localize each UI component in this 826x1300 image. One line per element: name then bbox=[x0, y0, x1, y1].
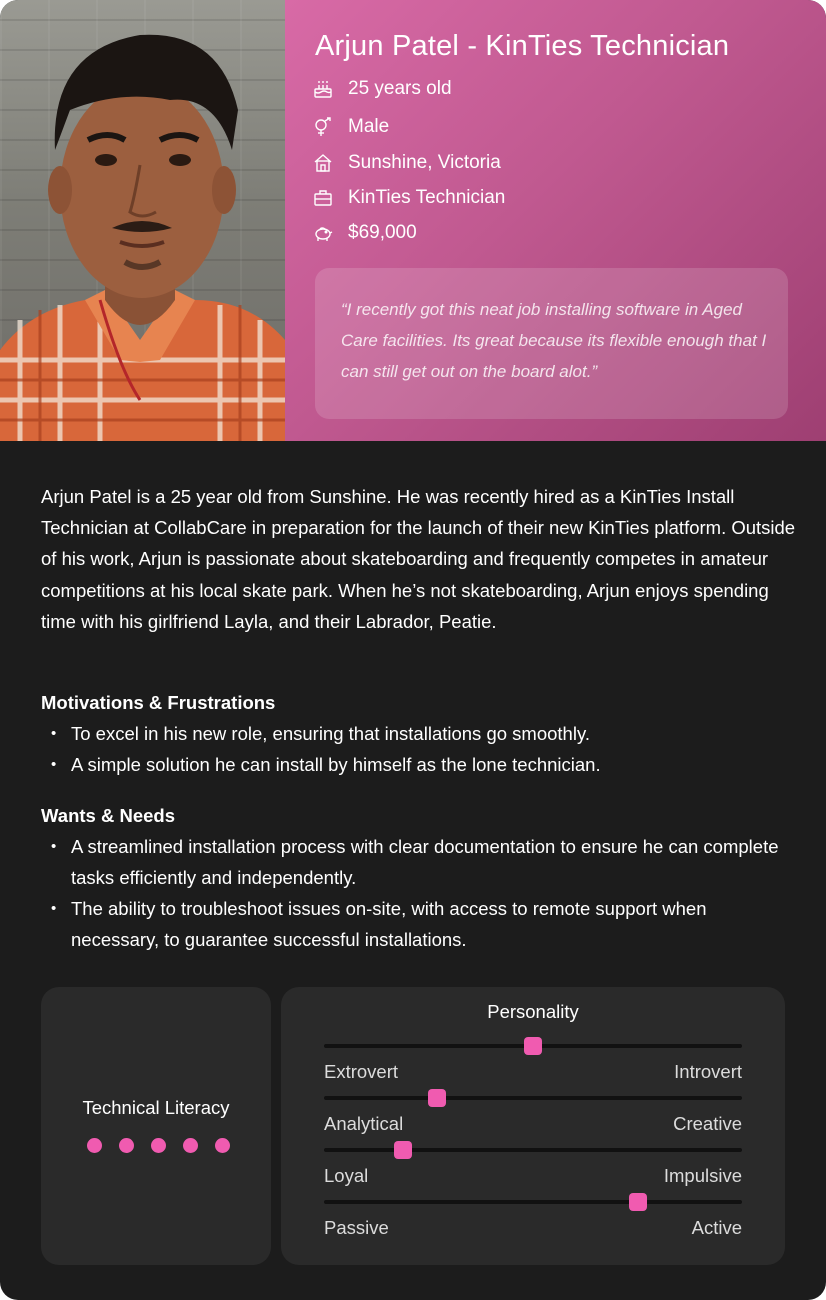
fact-location bbox=[313, 148, 501, 178]
technical-literacy-rating bbox=[87, 1138, 247, 1153]
persona-quote bbox=[315, 268, 788, 419]
trait-left-label: Loyal bbox=[324, 1165, 369, 1186]
trait-right-label: Active bbox=[691, 1217, 742, 1238]
fact-income-text: $69,000 bbox=[348, 222, 417, 243]
rating-dot bbox=[87, 1138, 102, 1153]
home-icon bbox=[313, 153, 333, 173]
personality-slider-track bbox=[324, 1200, 742, 1204]
technical-literacy-panel bbox=[41, 987, 271, 1265]
fact-gender bbox=[313, 112, 389, 142]
portrait-illustration bbox=[0, 0, 285, 441]
persona-bio: Arjun Patel is a 25 year old from Sunshine. He was recently hired as a KinTies Install Technician at CollabCare in preparation for the launch of their new KinTies platform. Outside of his work, Arjun is passionate about skateboarding and frequently competes in amateur competitions at his local skate park. When he’s not skateboarding, Arjun enjoys spending time with his girlfriend Layla, and their Labrador, Peatie. bbox=[41, 486, 796, 632]
rating-dot bbox=[119, 1138, 134, 1153]
motivations-title: Motivations & Frustrations bbox=[41, 692, 276, 713]
trait-left-label: Extrovert bbox=[324, 1061, 399, 1082]
personality-slider-track bbox=[324, 1044, 742, 1048]
persona-header bbox=[285, 0, 826, 441]
fact-occupation-text: KinTies Technician bbox=[348, 187, 506, 208]
fact-income bbox=[313, 218, 417, 248]
fact-occupation bbox=[313, 183, 505, 213]
trait-left-label: Analytical bbox=[324, 1113, 404, 1134]
list-item: • To excel in his new role, ensuring that installations go smoothly. bbox=[41, 718, 781, 749]
rating-dot bbox=[183, 1138, 198, 1153]
trait-right-label: Creative bbox=[673, 1113, 742, 1134]
personality-slider-track bbox=[324, 1148, 742, 1152]
profile-photo bbox=[0, 0, 285, 441]
fact-gender-text: Male bbox=[348, 116, 390, 137]
trait-right-label: Impulsive bbox=[663, 1165, 742, 1186]
rating-dot bbox=[215, 1138, 230, 1153]
trait-right-label: Introvert bbox=[674, 1061, 742, 1082]
list-item: • The ability to troubleshoot issues on-site, with access to remote support when necessary, to guarantee successful installations. bbox=[41, 893, 781, 955]
personality-title: Personality bbox=[487, 1001, 579, 1022]
technical-literacy-label: Technical Literacy bbox=[82, 1097, 230, 1118]
piggy-bank-icon bbox=[313, 223, 333, 243]
rating-dot bbox=[151, 1138, 166, 1153]
briefcase-icon bbox=[313, 188, 333, 208]
personality-slider-track bbox=[324, 1096, 742, 1100]
list-item: • A streamlined installation process with clear documentation to ensure he can complete tasks efficiently and independently. bbox=[41, 831, 781, 893]
gender-icon bbox=[313, 117, 333, 137]
quote-text: “I recently got this neat job installing software in Aged Care facilities. Its great because its flexible enough that I can still get out on the board alot.” bbox=[341, 300, 767, 381]
list-item: • A simple solution he can install by himself as the lone technician. bbox=[41, 749, 781, 780]
cake-icon bbox=[313, 79, 333, 99]
trait-left-label: Passive bbox=[324, 1217, 389, 1238]
wants-title: Wants & Needs bbox=[41, 805, 175, 826]
fact-age-text: 25 years old bbox=[348, 78, 452, 99]
fact-location-text: Sunshine, Victoria bbox=[348, 152, 501, 173]
personality-slider-knob[interactable] bbox=[524, 1037, 542, 1055]
fact-age bbox=[313, 74, 452, 104]
personality-slider-knob[interactable] bbox=[428, 1089, 446, 1107]
personality-slider-knob[interactable] bbox=[629, 1193, 647, 1211]
personality-slider-knob[interactable] bbox=[394, 1141, 412, 1159]
wants-list bbox=[41, 831, 781, 955]
personality-panel bbox=[281, 987, 785, 1265]
persona-title: Arjun Patel - KinTies Technician bbox=[315, 30, 730, 62]
motivations-list bbox=[41, 718, 781, 780]
